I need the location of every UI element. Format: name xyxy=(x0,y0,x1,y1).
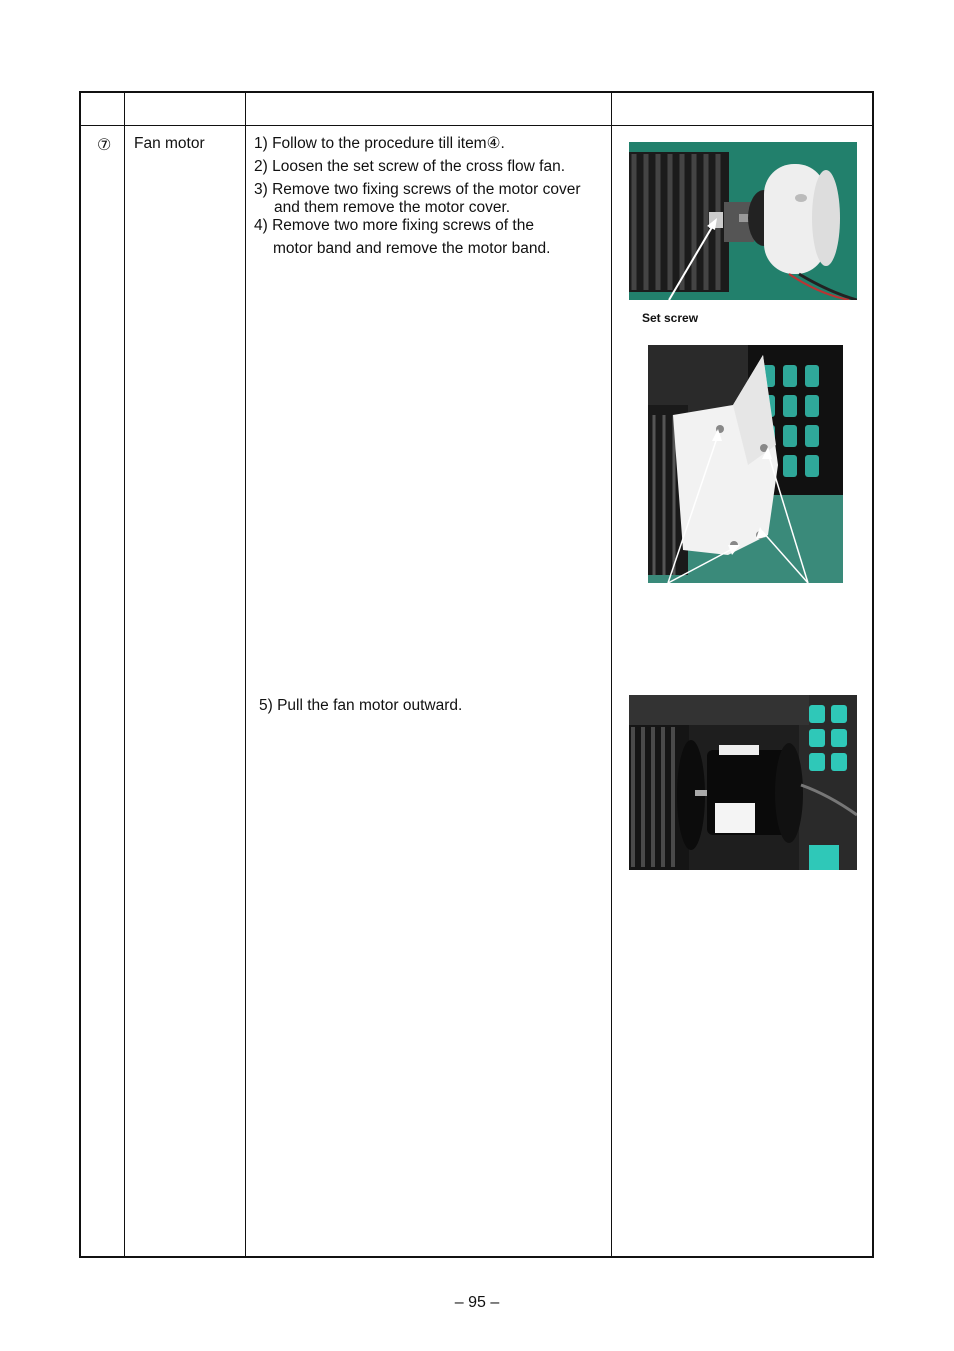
part-name: Fan motor xyxy=(134,135,205,152)
column-divider-3 xyxy=(611,93,612,1256)
step-1: 1) Follow to the procedure till item④. xyxy=(254,135,505,152)
photo-fan-motor-set-screw xyxy=(629,142,857,300)
step-4-continued: motor band and remove the motor band. xyxy=(273,240,551,257)
step-2: 2) Loosen the set screw of the cross flow fan. xyxy=(254,158,566,175)
step-4: 4) Remove two more fixing screws of the xyxy=(254,217,534,234)
step-3: 3) Remove two fixing screws of the motor cover xyxy=(254,181,581,198)
header-divider xyxy=(81,125,872,126)
caption-set-screw: Set screw xyxy=(642,311,699,325)
column-divider-2 xyxy=(245,93,246,1256)
page-number: – 95 – xyxy=(454,1294,500,1311)
step-3-continued: and them remove the motor cover. xyxy=(274,199,511,216)
step-5: 5) Pull the fan motor outward. xyxy=(259,697,463,714)
column-divider-1 xyxy=(124,93,125,1256)
row-number: ⑦ xyxy=(97,137,112,154)
photo-fan-motor-outward xyxy=(629,695,857,870)
photo-motor-cover-screws xyxy=(648,345,843,583)
